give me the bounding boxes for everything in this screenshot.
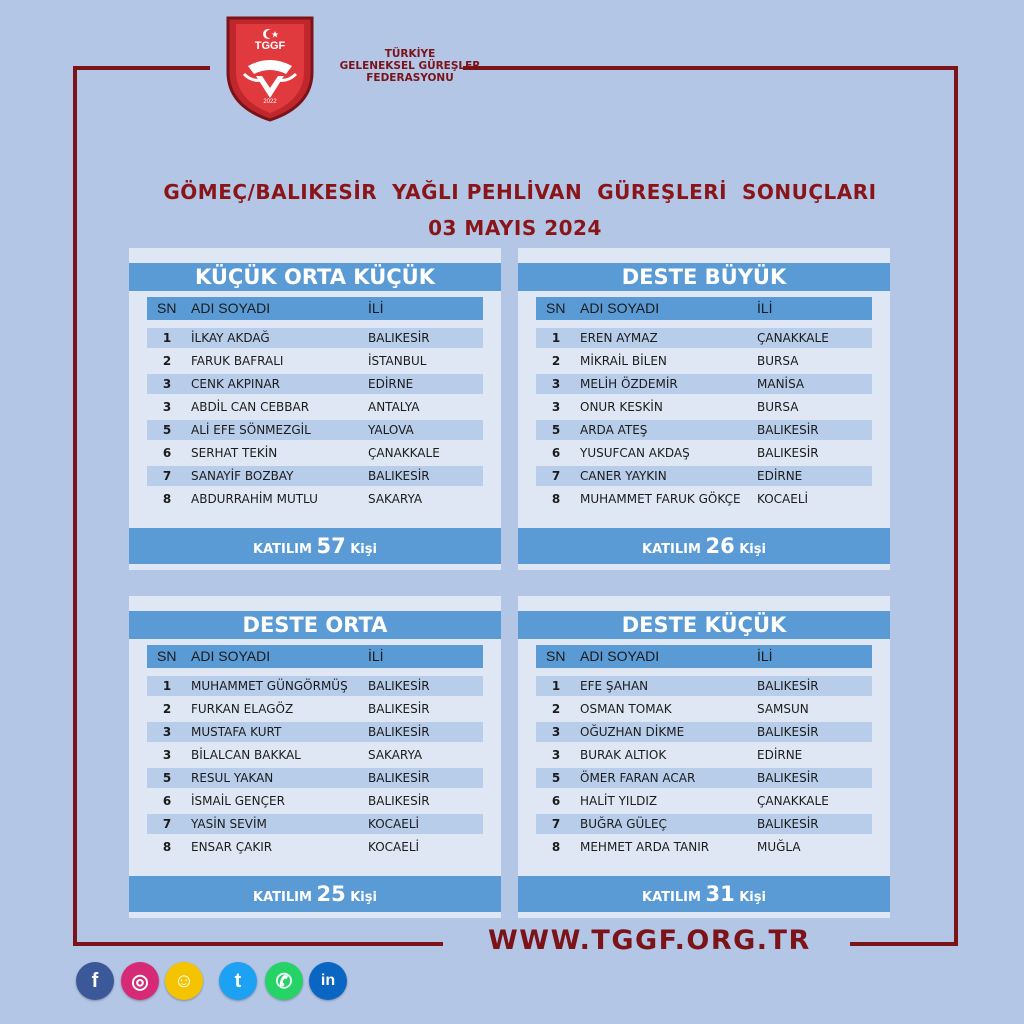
row-sn: 3 xyxy=(551,725,561,739)
logo-text: TGGF xyxy=(254,40,286,52)
org-line-2: GELENEKSEL GÜREŞLER xyxy=(339,60,481,72)
row-name: MUSTAFA KURT xyxy=(191,725,282,739)
row-city: BALIKESİR xyxy=(368,702,430,716)
results-panel xyxy=(518,248,890,570)
row-city: BALIKESİR xyxy=(757,679,819,693)
participation-bar xyxy=(129,528,501,564)
row-sn: 1 xyxy=(551,679,561,693)
row-name: RESUL YAKAN xyxy=(191,771,274,785)
row-sn: 5 xyxy=(162,423,172,437)
snapchat-icon[interactable]: ☺ xyxy=(165,962,203,1000)
table-row xyxy=(147,397,483,417)
participation-count: 57 xyxy=(316,534,346,558)
results-panel xyxy=(518,596,890,918)
row-name: BUĞRA GÜLEÇ xyxy=(580,817,667,831)
row-sn: 6 xyxy=(162,794,172,808)
table-row xyxy=(536,768,872,788)
row-sn: 3 xyxy=(162,725,172,739)
row-name: MİKRAİL BİLEN xyxy=(580,354,667,368)
table-row xyxy=(147,374,483,394)
row-city: BALIKESİR xyxy=(757,725,819,739)
participation-count: 25 xyxy=(316,882,346,906)
linkedin-icon[interactable]: in xyxy=(309,962,347,1000)
row-name: EREN AYMAZ xyxy=(580,331,658,345)
participation-suffix: Kişi xyxy=(350,542,377,557)
page-date: 03 MAYIS 2024 xyxy=(428,216,602,240)
column-city: İLİ xyxy=(757,648,773,664)
row-city: BALIKESİR xyxy=(368,469,430,483)
table-row xyxy=(147,489,483,509)
row-city: KOCAELİ xyxy=(757,492,809,506)
row-city: ÇANAKKALE xyxy=(757,331,829,345)
results-panel xyxy=(129,596,501,918)
column-name: ADI SOYADI xyxy=(580,648,660,664)
row-city: BALIKESİR xyxy=(368,794,430,808)
table-row xyxy=(536,374,872,394)
logo-year: 2022 xyxy=(263,99,277,105)
row-city: BALIKESİR xyxy=(368,331,430,345)
table-row xyxy=(147,745,483,765)
row-city: ÇANAKKALE xyxy=(757,794,829,808)
row-name: CENK AKPINAR xyxy=(191,377,280,391)
table-row xyxy=(536,722,872,742)
row-name: EFE ŞAHAN xyxy=(580,679,649,693)
row-city: İSTANBUL xyxy=(368,354,427,368)
row-city: BURSA xyxy=(757,400,799,414)
row-city: EDİRNE xyxy=(757,748,803,762)
row-sn: 6 xyxy=(551,794,561,808)
participation-bar xyxy=(518,528,890,564)
column-header-row xyxy=(536,297,872,320)
row-name: MUHAMMET FARUK GÖKÇE xyxy=(580,492,741,506)
table-row xyxy=(536,420,872,440)
row-sn: 3 xyxy=(551,748,561,762)
column-header-row xyxy=(147,297,483,320)
row-name: ARDA ATEŞ xyxy=(580,423,648,437)
row-city: BALIKESİR xyxy=(368,771,430,785)
row-city: BURSA xyxy=(757,354,799,368)
org-line-1: TÜRKİYE xyxy=(384,48,436,60)
panel-title: KÜÇÜK ORTA KÜÇÜK xyxy=(129,263,501,291)
row-sn: 7 xyxy=(551,469,561,483)
row-sn: 8 xyxy=(551,492,561,506)
row-sn: 8 xyxy=(551,840,561,854)
federation-name xyxy=(335,48,485,84)
table-row xyxy=(536,466,872,486)
column-header-row xyxy=(147,645,483,668)
row-sn: 5 xyxy=(551,771,561,785)
column-city: İLİ xyxy=(368,300,384,316)
table-row xyxy=(536,814,872,834)
table-row xyxy=(536,699,872,719)
row-sn: 7 xyxy=(162,817,172,831)
table-row xyxy=(536,328,872,348)
row-sn: 2 xyxy=(162,702,172,716)
row-sn: 3 xyxy=(162,748,172,762)
panel-title: DESTE BÜYÜK xyxy=(518,263,890,291)
table-row xyxy=(536,443,872,463)
row-name: SERHAT TEKİN xyxy=(191,446,278,460)
participation-suffix: Kişi xyxy=(739,890,766,905)
table-row xyxy=(147,443,483,463)
row-sn: 3 xyxy=(551,400,561,414)
column-sn: SN xyxy=(546,300,566,316)
table-row xyxy=(147,791,483,811)
table-row xyxy=(147,768,483,788)
row-name: YUSUFCAN AKDAŞ xyxy=(580,446,690,460)
table-row xyxy=(536,745,872,765)
row-city: MUĞLA xyxy=(757,840,801,854)
row-sn: 3 xyxy=(162,400,172,414)
row-name: ENSAR ÇAKIR xyxy=(191,840,273,854)
table-row xyxy=(536,837,872,857)
row-sn: 7 xyxy=(162,469,172,483)
row-sn: 1 xyxy=(551,331,561,345)
table-row xyxy=(147,722,483,742)
row-name: MUHAMMET GÜNGÖRMÜŞ xyxy=(191,679,348,693)
row-sn: 6 xyxy=(162,446,172,460)
row-sn: 2 xyxy=(551,702,561,716)
row-sn: 5 xyxy=(162,771,172,785)
row-name: MELİH ÖZDEMİR xyxy=(580,377,678,391)
table-row xyxy=(536,676,872,696)
page-title: GÖMEÇ/BALIKESİR YAĞLI PEHLİVAN GÜREŞLERİ SONUÇLARI xyxy=(163,180,877,204)
column-city: İLİ xyxy=(757,300,773,316)
row-name: BURAK ALTIOK xyxy=(580,748,667,762)
frame-bottom-left xyxy=(73,942,443,946)
table-row xyxy=(147,837,483,857)
column-sn: SN xyxy=(157,300,177,316)
row-city: ÇANAKKALE xyxy=(368,446,440,460)
row-name: FARUK BAFRALI xyxy=(191,354,284,368)
table-row xyxy=(536,489,872,509)
column-name: ADI SOYADI xyxy=(191,648,271,664)
column-name: ADI SOYADI xyxy=(191,300,271,316)
table-row xyxy=(147,351,483,371)
row-name: İLKAY AKDAĞ xyxy=(191,331,270,345)
frame-top-left xyxy=(73,66,210,70)
table-row xyxy=(147,328,483,348)
row-sn: 1 xyxy=(162,331,172,345)
instagram-icon[interactable]: ◎ xyxy=(121,962,159,1000)
table-row xyxy=(147,466,483,486)
row-name: BİLALCAN BAKKAL xyxy=(191,748,301,762)
row-sn: 3 xyxy=(551,377,561,391)
participation-label: KATILIM xyxy=(253,890,312,905)
row-city: BALIKESİR xyxy=(757,771,819,785)
whatsapp-icon[interactable]: ✆ xyxy=(265,962,303,1000)
frame-top-right xyxy=(463,66,958,70)
row-name: ÖMER FARAN ACAR xyxy=(580,771,696,785)
row-city: SAKARYA xyxy=(368,492,423,506)
row-sn: 2 xyxy=(551,354,561,368)
row-name: İSMAİL GENÇER xyxy=(191,794,285,808)
column-sn: SN xyxy=(546,648,566,664)
table-row xyxy=(147,699,483,719)
row-city: SAMSUN xyxy=(757,702,809,716)
website-url[interactable]: WWW.TGGF.ORG.TR xyxy=(488,925,811,956)
row-name: FURKAN ELAGÖZ xyxy=(191,702,294,716)
participation-label: KATILIM xyxy=(642,542,701,557)
org-line-3: FEDERASYONU xyxy=(366,72,454,84)
twitter-icon[interactable]: t xyxy=(219,962,257,1000)
column-city: İLİ xyxy=(368,648,384,664)
row-name: SANAYİF BOZBAY xyxy=(191,469,294,483)
participation-label: KATILIM xyxy=(642,890,701,905)
table-row xyxy=(147,420,483,440)
row-name: YASİN SEVİM xyxy=(191,817,267,831)
row-city: BALIKESİR xyxy=(757,446,819,460)
row-sn: 8 xyxy=(162,840,172,854)
participation-bar xyxy=(518,876,890,912)
column-name: ADI SOYADI xyxy=(580,300,660,316)
participation-count: 26 xyxy=(705,534,735,558)
row-sn: 1 xyxy=(162,679,172,693)
participation-bar xyxy=(129,876,501,912)
row-city: ANTALYA xyxy=(368,400,420,414)
row-city: BALIKESİR xyxy=(757,423,819,437)
participation-count: 31 xyxy=(705,882,735,906)
table-row xyxy=(536,791,872,811)
results-panel xyxy=(129,248,501,570)
row-sn: 8 xyxy=(162,492,172,506)
row-sn: 6 xyxy=(551,446,561,460)
row-city: KOCAELİ xyxy=(368,840,420,854)
row-city: MANİSA xyxy=(757,377,805,391)
row-name: OSMAN TOMAK xyxy=(580,702,672,716)
row-name: OĞUZHAN DİKME xyxy=(580,725,685,739)
table-row xyxy=(536,397,872,417)
row-name: ALİ EFE SÖNMEZGİL xyxy=(191,423,311,437)
panel-title: DESTE ORTA xyxy=(129,611,501,639)
row-name: MEHMET ARDA TANIR xyxy=(580,840,710,854)
table-row xyxy=(536,351,872,371)
facebook-icon[interactable]: f xyxy=(76,962,114,1000)
participation-suffix: Kişi xyxy=(350,890,377,905)
row-name: HALİT YILDIZ xyxy=(580,794,658,808)
row-sn: 5 xyxy=(551,423,561,437)
table-row xyxy=(147,676,483,696)
row-city: EDİRNE xyxy=(757,469,803,483)
row-name: ABDİL CAN CEBBAR xyxy=(191,400,310,414)
participation-suffix: Kişi xyxy=(739,542,766,557)
federation-logo xyxy=(222,14,318,122)
row-city: YALOVA xyxy=(368,423,414,437)
row-city: SAKARYA xyxy=(368,748,423,762)
column-sn: SN xyxy=(157,648,177,664)
panel-title: DESTE KÜÇÜK xyxy=(518,611,890,639)
row-city: BALIKESİR xyxy=(757,817,819,831)
row-name: ONUR KESKİN xyxy=(580,400,663,414)
row-name: ABDURRAHİM MUTLU xyxy=(191,492,318,506)
row-city: BALIKESİR xyxy=(368,725,430,739)
column-header-row xyxy=(536,645,872,668)
row-sn: 3 xyxy=(162,377,172,391)
row-name: CANER YAYKIN xyxy=(580,469,667,483)
row-city: KOCAELİ xyxy=(368,817,420,831)
table-row xyxy=(147,814,483,834)
row-city: EDİRNE xyxy=(368,377,414,391)
row-city: BALIKESİR xyxy=(368,679,430,693)
frame-bottom-right xyxy=(850,942,958,946)
row-sn: 2 xyxy=(162,354,172,368)
row-sn: 7 xyxy=(551,817,561,831)
participation-label: KATILIM xyxy=(253,542,312,557)
